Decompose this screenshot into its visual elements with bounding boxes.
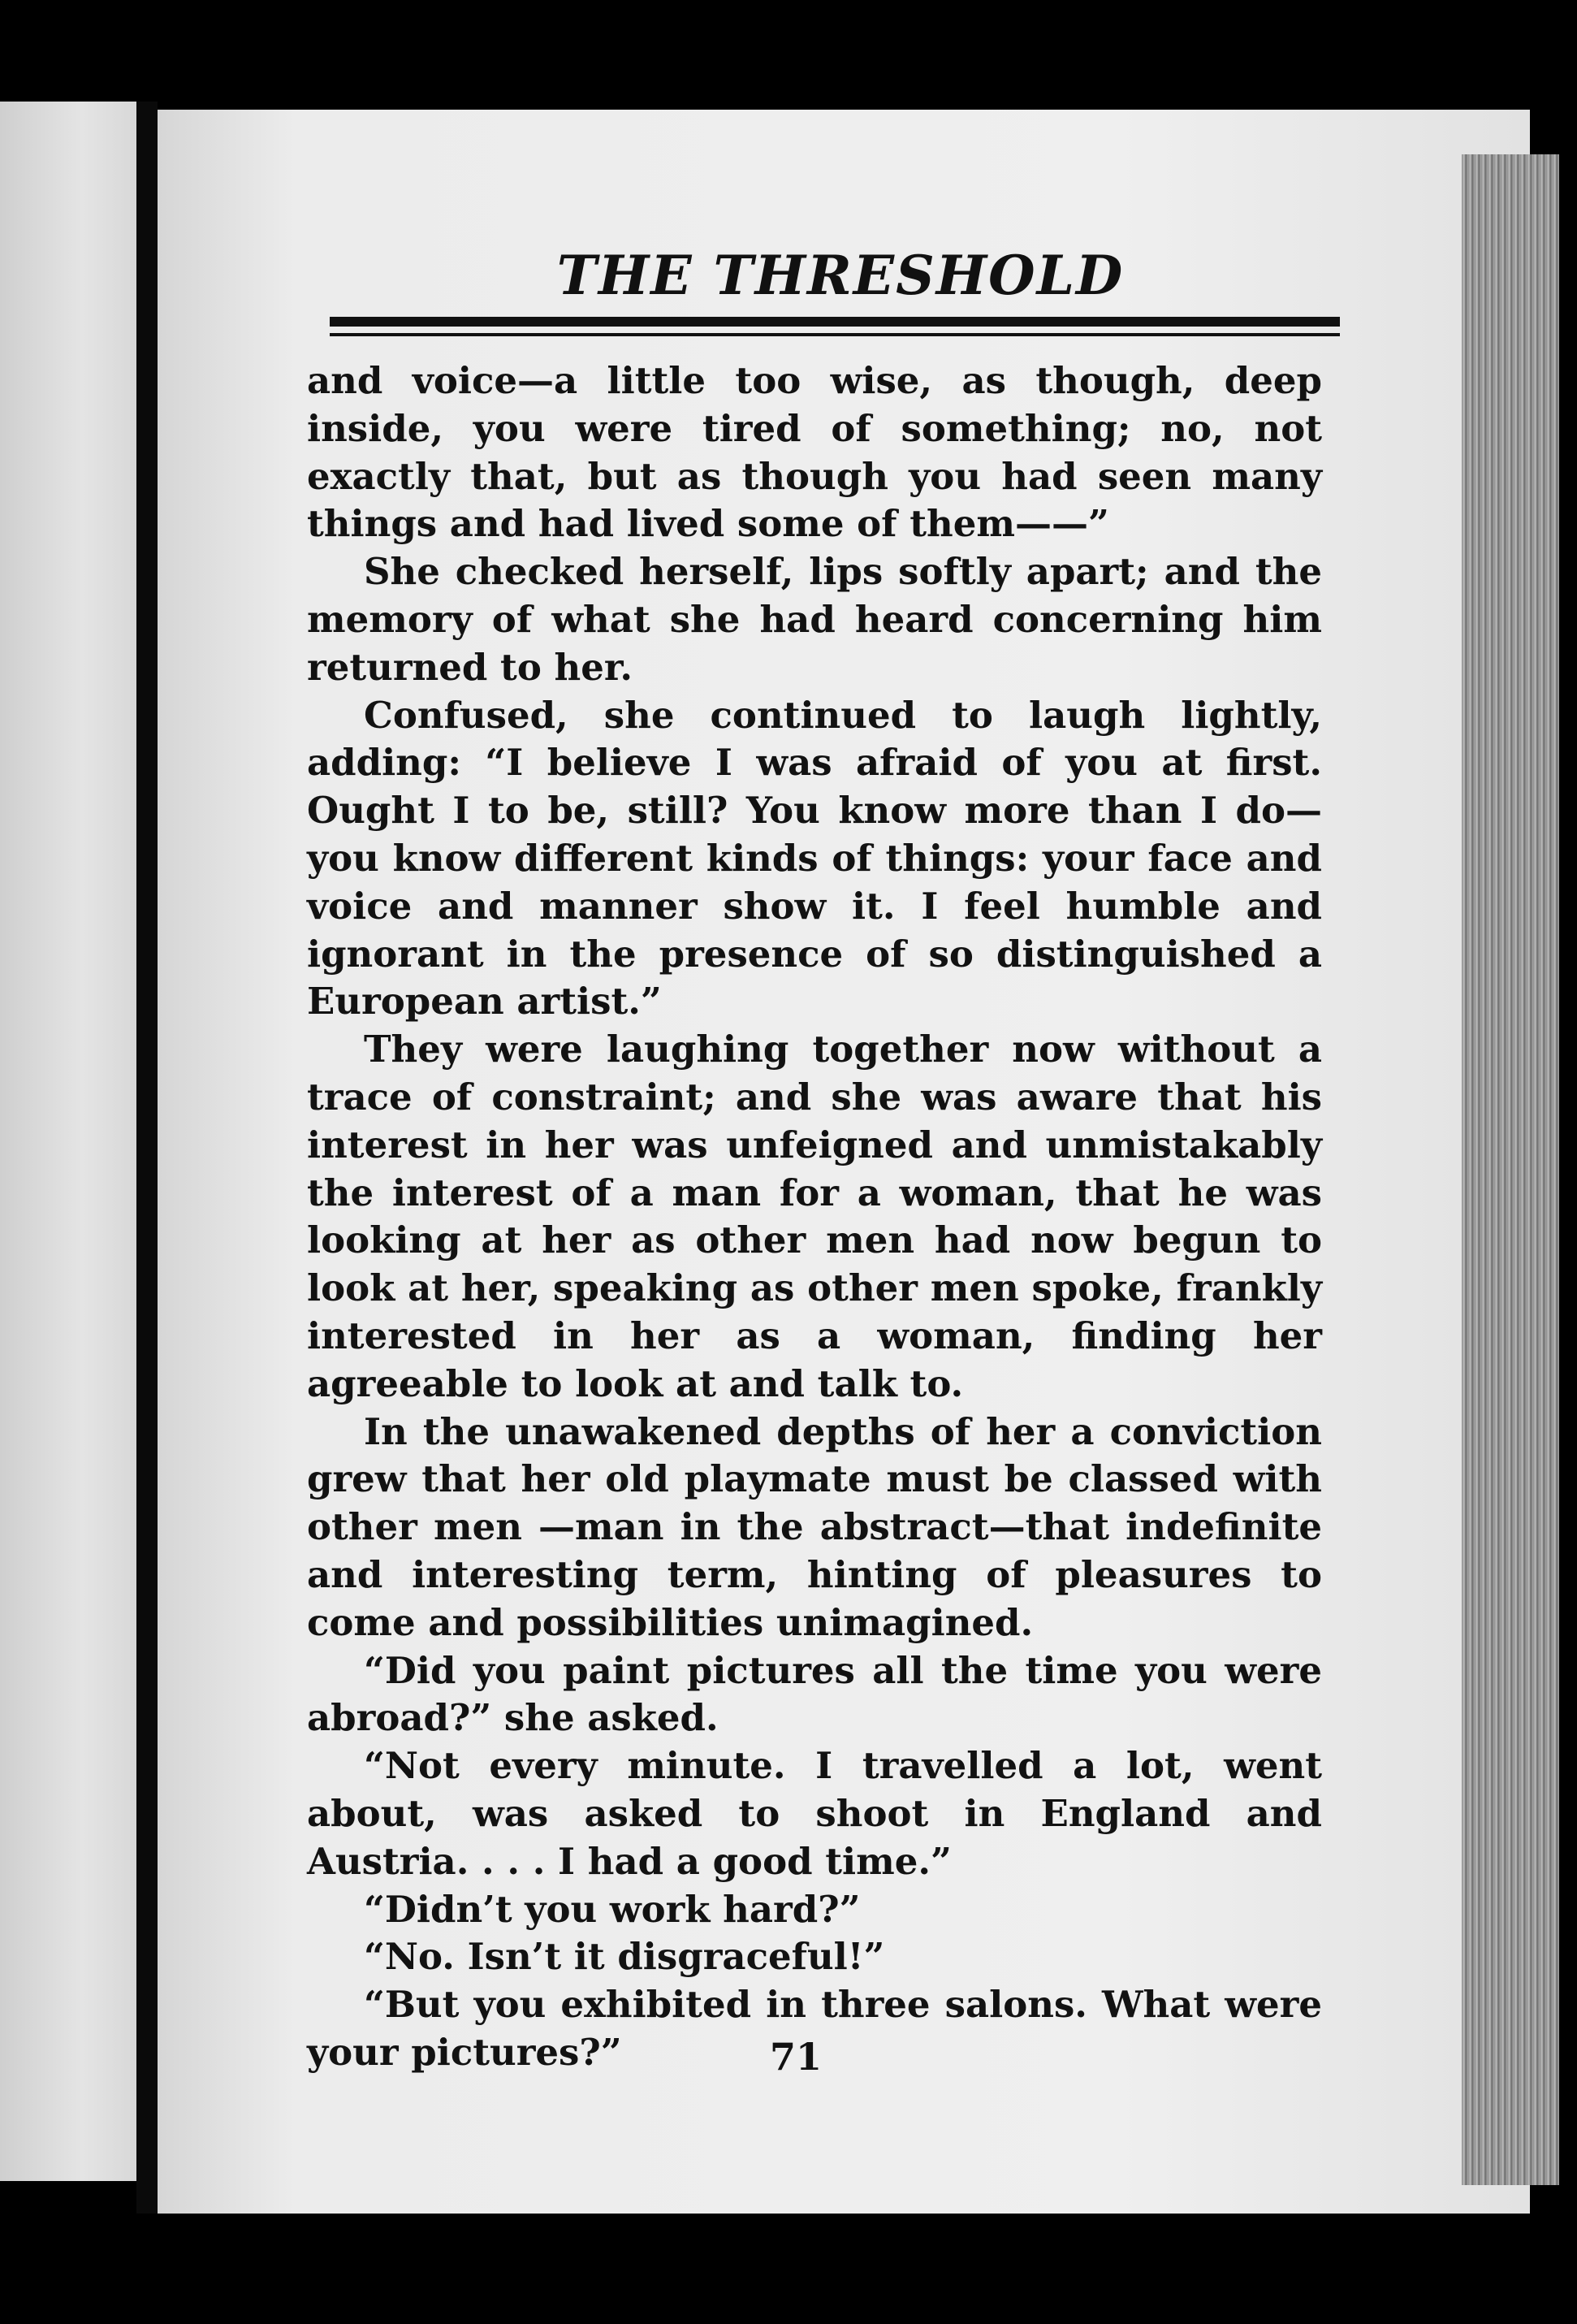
left-page-edge <box>0 102 136 2181</box>
paragraph: “Did you paint pictures all the time you were abroad?” she asked. <box>307 1648 1322 1740</box>
page-number: 71 <box>769 2035 822 2079</box>
paragraph: and voice—a little too wise, as though, deep inside, you were tired of something; no, not exactly that, but as though you had seen many things and had lived some of them——” <box>307 359 1322 546</box>
paragraph: “Didn’t you work hard?” <box>364 1887 861 1931</box>
body-text <box>307 357 1322 2077</box>
running-title: THE THRESHOLD <box>556 244 1125 307</box>
book-spine <box>136 102 158 2214</box>
paragraph: In the unawakened depths of her a conviction grew that her old playmate must be classed with other men —man in the abstract—that indefinite and interesting term, hinting of pleasures to come and possibilities unimagined. <box>307 1409 1322 1644</box>
paragraph: “But you exhibited in three salons. What were your pictures?” <box>307 1983 1322 2074</box>
page-stack-edge <box>1462 154 1559 2185</box>
paragraph: They were laughing together now without a trace of constraint; and she was aware that his interest in her was unfeigned and unmistakably the interest of a man for a woman, that he was looking at her as other men had now begun to look at her, speaking as other men spoke, frankly interested in her as a woman, finding her agreeable to look at and talk to. <box>307 1028 1322 1405</box>
paragraph: “Not every minute. I travelled a lot, went about, was asked to shoot in England and Austria. . . . I had a good time.” <box>307 1744 1322 1883</box>
running-header <box>341 244 1340 341</box>
header-rule-thick <box>330 317 1340 327</box>
paragraph: She checked herself, lips softly apart; and the memory of what she had heard concerning him returned to her. <box>307 550 1322 689</box>
paragraph: “No. Isn’t it disgraceful!” <box>364 1935 885 1979</box>
header-rule-thin <box>330 333 1340 336</box>
paragraph: Confused, she continued to laugh lightly, adding: “I believe I was afraid of you at first. Ought I to be, still? You know more than I do—you know different kinds of things: your face and voice and manner show it. I feel humble and ignorant in the presence of so distinguished a European artist.” <box>307 693 1322 1024</box>
